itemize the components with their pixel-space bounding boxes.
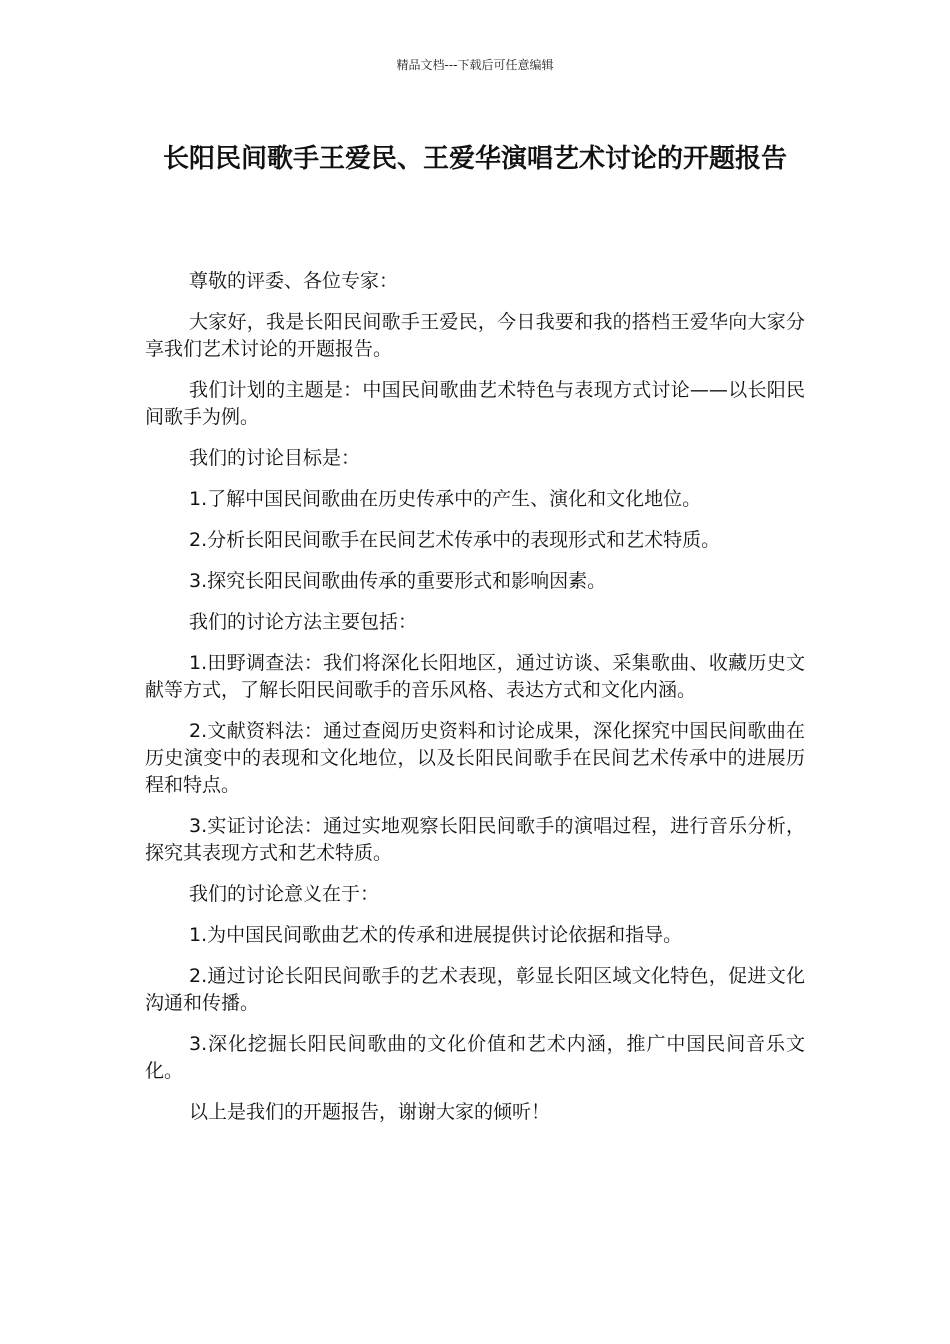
paragraph-method-1: 1.田野调查法：我们将深化长阳地区，通过访谈、采集歌曲、收藏历史文献等方式，了解长阳民间歌手的音乐风格、表达方式和文化内涵。 [145, 652, 805, 701]
paragraph-goals-heading: 我们的讨论目标是： [189, 447, 361, 469]
paragraph-significance-2: 2.通过讨论长阳民间歌手的艺术表现，彰显长阳区域文化特色，促进文化沟通和传播。 [145, 965, 805, 1014]
page-header-note: 精品文档---下载后可任意编辑 [396, 58, 554, 72]
paragraph-goal-3: 3.探究长阳民间歌曲传承的重要形式和影响因素。 [189, 570, 607, 592]
paragraph-methods-heading: 我们的讨论方法主要包括： [189, 611, 418, 633]
paragraph-method-2: 2.文献资料法：通过查阅历史资料和讨论成果，深化探究中国民间歌曲在历史演变中的表现和文化地位，以及长阳民间歌手在民间艺术传承中的进展历程和特点。 [145, 720, 805, 796]
document-body [145, 268, 805, 1140]
paragraph-salutation: 尊敬的评委、各位专家： [189, 270, 399, 292]
paragraph-method-3: 3.实证讨论法：通过实地观察长阳民间歌手的演唱过程，进行音乐分析，探究其表现方式和艺术特质。 [145, 815, 805, 864]
document-title: 长阳民间歌手王爱民、王爱华演唱艺术讨论的开题报告 [162, 144, 787, 174]
paragraph-greeting: 大家好，我是长阳民间歌手王爱民，今日我要和我的搭档王爱华向大家分享我们艺术讨论的开题报告。 [145, 311, 805, 360]
paragraph-significance-3: 3.深化挖掘长阳民间歌曲的文化价值和艺术内涵，推广中国民间音乐文化。 [145, 1033, 805, 1082]
paragraph-goal-1: 1.了解中国民间歌曲在历史传承中的产生、演化和文化地位。 [189, 488, 702, 510]
paragraph-significance-1: 1.为中国民间歌曲艺术的传承和进展提供讨论依据和指导。 [189, 924, 683, 946]
paragraph-topic: 我们计划的主题是：中国民间歌曲艺术特色与表现方式讨论——以长阳民间歌手为例。 [145, 379, 805, 428]
paragraph-closing: 以上是我们的开题报告，谢谢大家的倾听！ [189, 1101, 551, 1123]
paragraph-significance-heading: 我们的讨论意义在于： [189, 883, 380, 905]
paragraph-goal-2: 2.分析长阳民间歌手在民间艺术传承中的表现形式和艺术特质。 [189, 529, 721, 551]
